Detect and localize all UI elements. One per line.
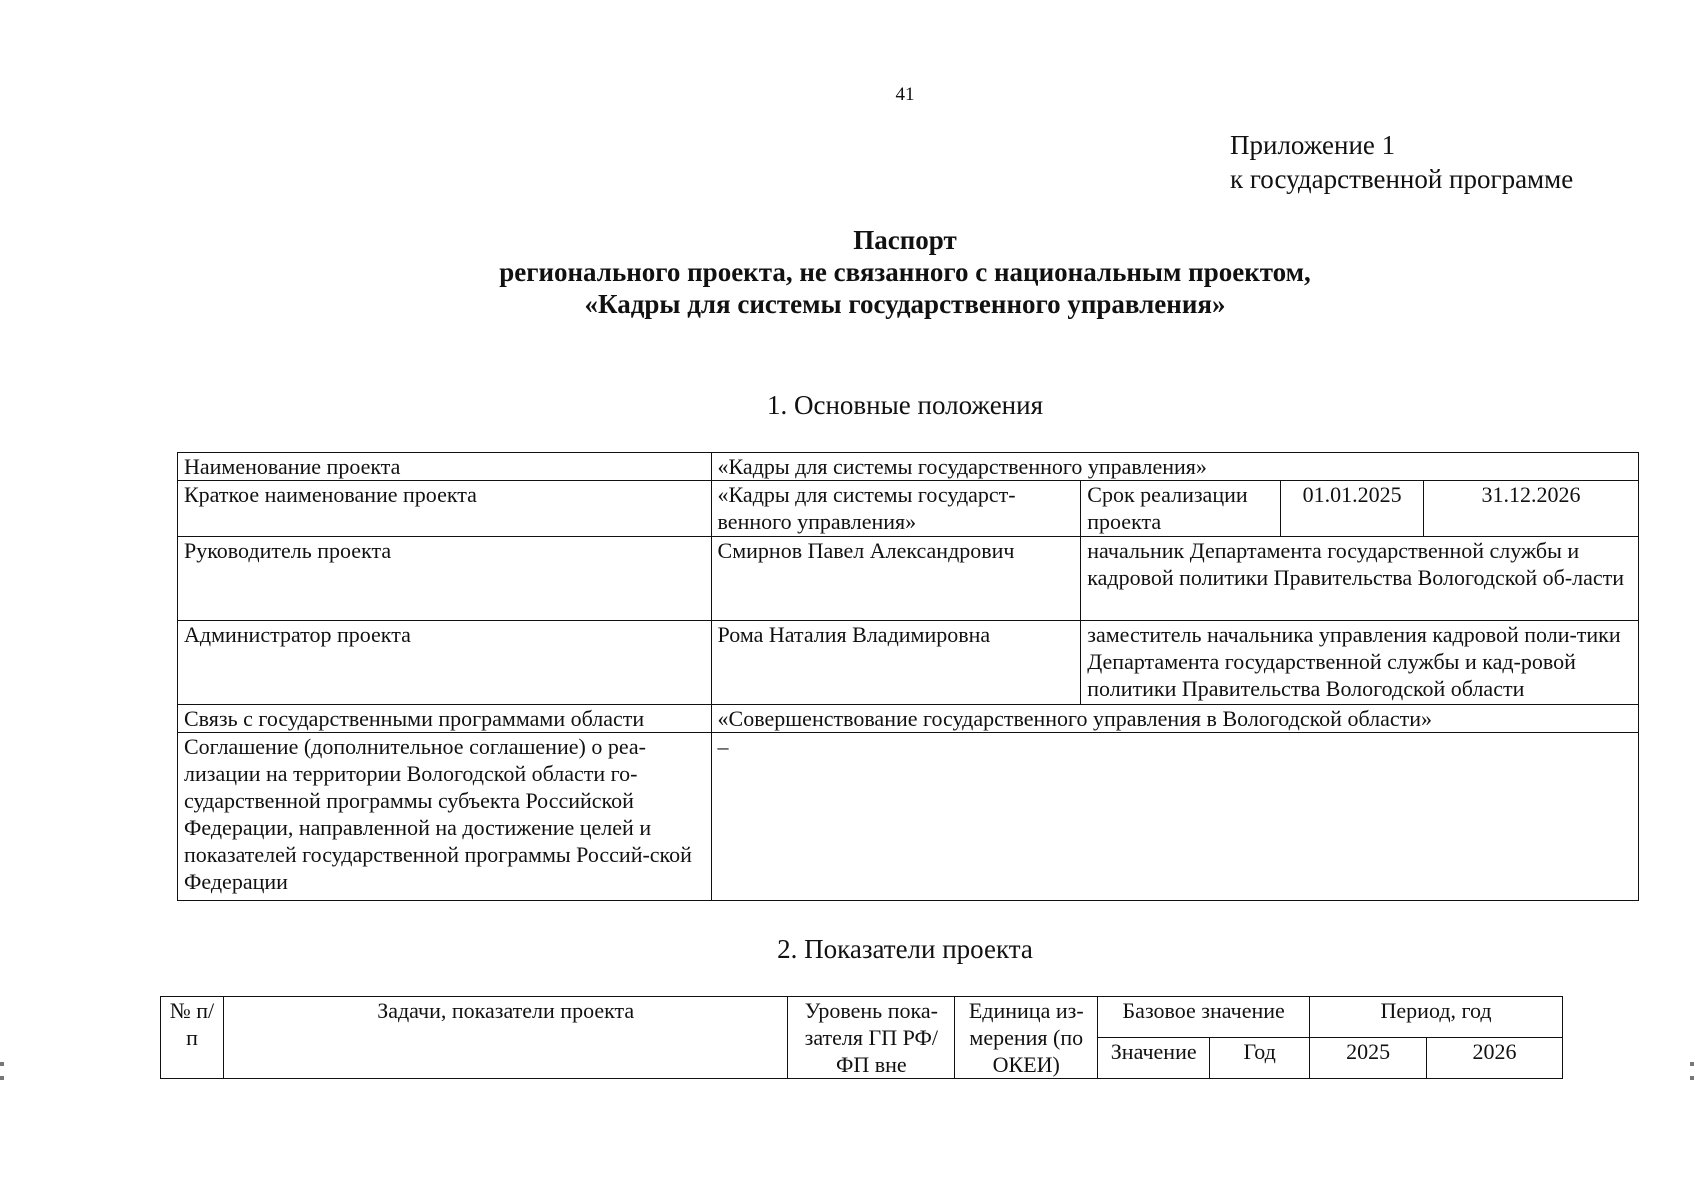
admin-position: заместитель начальника управления кадровой поли-тики Департамента государственной службы и кад-ровой политики Правительства Вологодской области [1081,621,1639,705]
leader-position: начальник Департамента государственной службы и кадровой политики Правительства Вологодской об-ласти [1081,537,1639,621]
scan-edge-mark [1690,1076,1694,1080]
program-link-label: Связь с государственными программами области [178,705,712,733]
table-row [178,481,1639,537]
leader-name: Смирнов Павел Александрович [711,537,1081,621]
project-name-label: Наименование проекта [178,453,712,481]
short-name-value: «Кадры для системы государст-венного управления» [711,481,1081,537]
main-provisions-table [177,452,1639,901]
term-label: Срок реализации проекта [1081,481,1281,537]
header-year-2025: 2025 [1310,1038,1427,1079]
section-2-heading: 2. Показатели проекта [777,934,1033,964]
table-header-row [161,997,1563,1038]
header-base-year: Год [1210,1038,1310,1079]
header-tasks: Задачи, показатели проекта [223,997,787,1079]
table-row [178,537,1639,621]
table-row [178,705,1639,733]
header-level: Уровень пока-зателя ГП РФ/ФП вне [788,997,955,1079]
section-1-heading: 1. Основные положения [767,390,1043,420]
header-base-value: Значение [1098,1038,1210,1079]
admin-name: Рома Наталия Владимировна [711,621,1081,705]
appendix-note [1230,128,1573,196]
header-unit: Единица из-мерения (по ОКЕИ) [955,997,1098,1079]
scan-edge-mark [1690,1062,1694,1066]
term-start: 01.01.2025 [1281,481,1424,537]
table-row [178,621,1639,705]
agreement-value: – [711,733,1638,901]
page-number: 41 [895,84,915,105]
table-row [178,453,1639,481]
header-number: № п/п [161,997,224,1079]
program-link-value: «Совершенствование государственного управления в Вологодской области» [711,705,1638,733]
header-period: Период, год [1310,997,1563,1038]
agreement-label: Соглашение (дополнительное соглашение) о реа-лизации на территории Вологодской области го-сударственной программы субъекта Российской Федерации, направленной на достижение целей и показателей государственной программы Россий-ской Федерации [178,733,712,901]
header-year-2026: 2026 [1427,1038,1563,1079]
scan-edge-mark [0,1076,4,1080]
table-row [178,733,1639,901]
appendix-line-1: Приложение 1 [1230,130,1396,160]
project-indicators-table [160,996,1563,1079]
title-line-3: «Кадры для системы государственного управления» [584,289,1226,319]
admin-label: Администратор проекта [178,621,712,705]
scan-edge-mark [0,1062,4,1066]
appendix-line-2: к государственной программе [1230,164,1574,194]
term-end: 31.12.2026 [1424,481,1639,537]
title-line-2: регионального проекта, не связанного с национальным проектом, [499,257,1311,287]
document-title [0,224,1697,320]
project-name-value: «Кадры для системы государственного управления» [711,453,1638,481]
short-name-label: Краткое наименование проекта [178,481,712,537]
title-line-1: Паспорт [853,225,957,255]
leader-label: Руководитель проекта [178,537,712,621]
header-base: Базовое значение [1098,997,1310,1038]
